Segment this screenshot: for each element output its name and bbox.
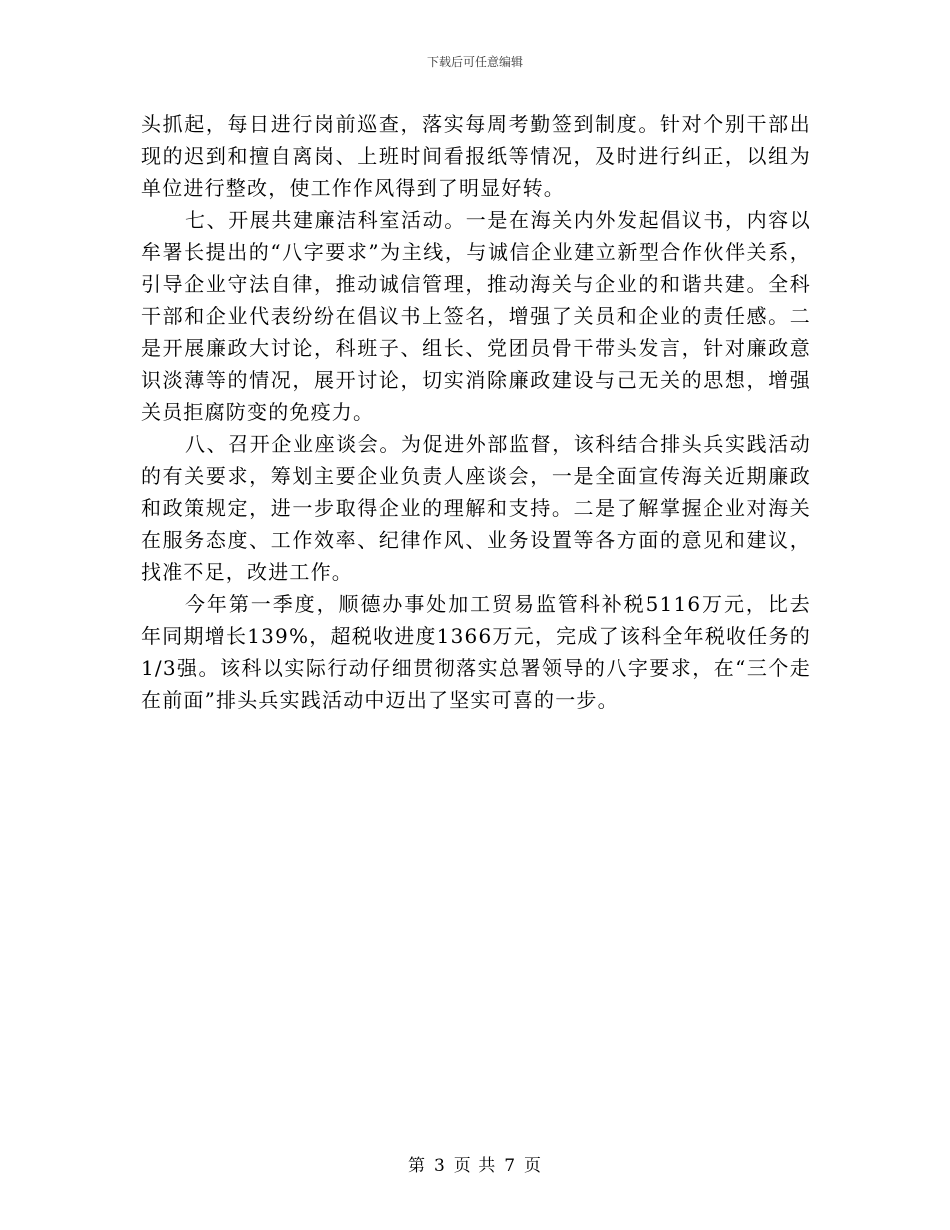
paragraph-continuation: 头抓起，每日进行岗前巡查，落实每周考勤签到制度。针对个别干部出现的迟到和擅自离岗、上班时间看报纸等情况，及时进行纠正，以组为单位进行整改，使工作作风得到了明显好转。 — [141, 112, 811, 200]
page-label-suffix: 页 — [524, 1156, 543, 1176]
total-pages-number: 7 — [504, 1156, 517, 1176]
header-text: 下载后可任意编辑 — [426, 55, 523, 69]
paragraph-section-8: 八、召开企业座谈会。为促进外部监督，该科结合排头兵实践活动的有关要求，筹划主要企业负责人座谈会，一是全面宣传海关近期廉政和政策规定，进一步取得企业的理解和支持。二是了解掌握企业对海关在服务态度、工作效率、纪律作风、业务设置等各方面的意见和建议，找准不足，改进工作。 — [141, 432, 811, 584]
paragraph-summary: 今年第一季度，顺德办事处加工贸易监管科补税5116万元，比去年同期增长139%，超税收进度1366万元，完成了该科全年税收任务的1/3强。该科以实际行动仔细贯彻落实总署领导的八字要求，在“三个走在前面”排头兵实践活动中迈出了坚实可喜的一步。 — [141, 592, 811, 712]
page-label-prefix: 第 — [407, 1156, 426, 1176]
page-label-middle: 页 共 — [453, 1156, 497, 1176]
page-header — [0, 54, 950, 70]
current-page-number: 3 — [433, 1156, 446, 1176]
paragraph-section-7: 七、开展共建廉洁科室活动。一是在海关内外发起倡议书，内容以牟署长提出的“八字要求”为主线，与诚信企业建立新型合作伙伴关系，引导企业守法自律，推动诚信管理，推动海关与企业的和谐共建。全科干部和企业代表纷纷在倡议书上签名，增强了关员和企业的责任感。二是开展廉政大讨论，科班子、组长、党团员骨干带头发言，针对廉政意识淡薄等的情况，展开讨论，切实消除廉政建设与己无关的思想，增强关员拒腐防变的免疫力。 — [141, 208, 811, 424]
document-body — [141, 108, 811, 716]
page-footer — [0, 1155, 950, 1177]
